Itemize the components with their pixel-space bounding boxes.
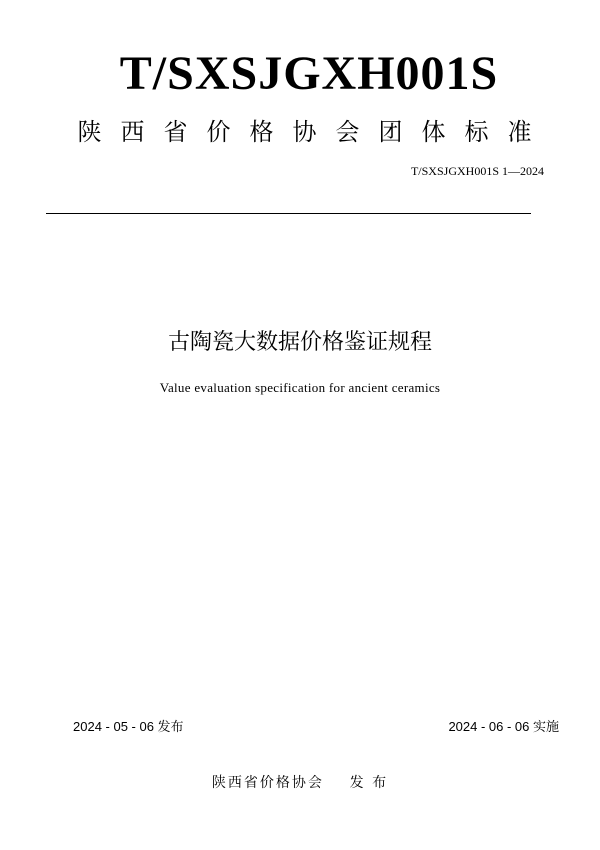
issue-date: 2024 - 05 - 06 发布 xyxy=(73,719,184,734)
publish-action xyxy=(330,775,343,791)
standard-code: T/SXSJGXH001S xyxy=(119,47,499,100)
header-divider xyxy=(46,213,531,214)
implementation-date: 2024 - 06 - 06 实施 xyxy=(448,719,559,734)
standard-type: 陕西省价格协会团体标准 xyxy=(77,118,551,146)
document-title-chinese: 古陶瓷大数据价格鉴证规程 xyxy=(167,330,432,355)
publisher-line xyxy=(0,773,600,793)
publisher-name: 陕西省价格协会 xyxy=(211,775,324,791)
standard-number: T/SXSJGXH001S 1—2024 xyxy=(410,164,544,178)
publish-action-label: 发 布 xyxy=(349,775,389,791)
document-title-english: Value evaluation specification for ancient ceramics xyxy=(159,380,441,395)
